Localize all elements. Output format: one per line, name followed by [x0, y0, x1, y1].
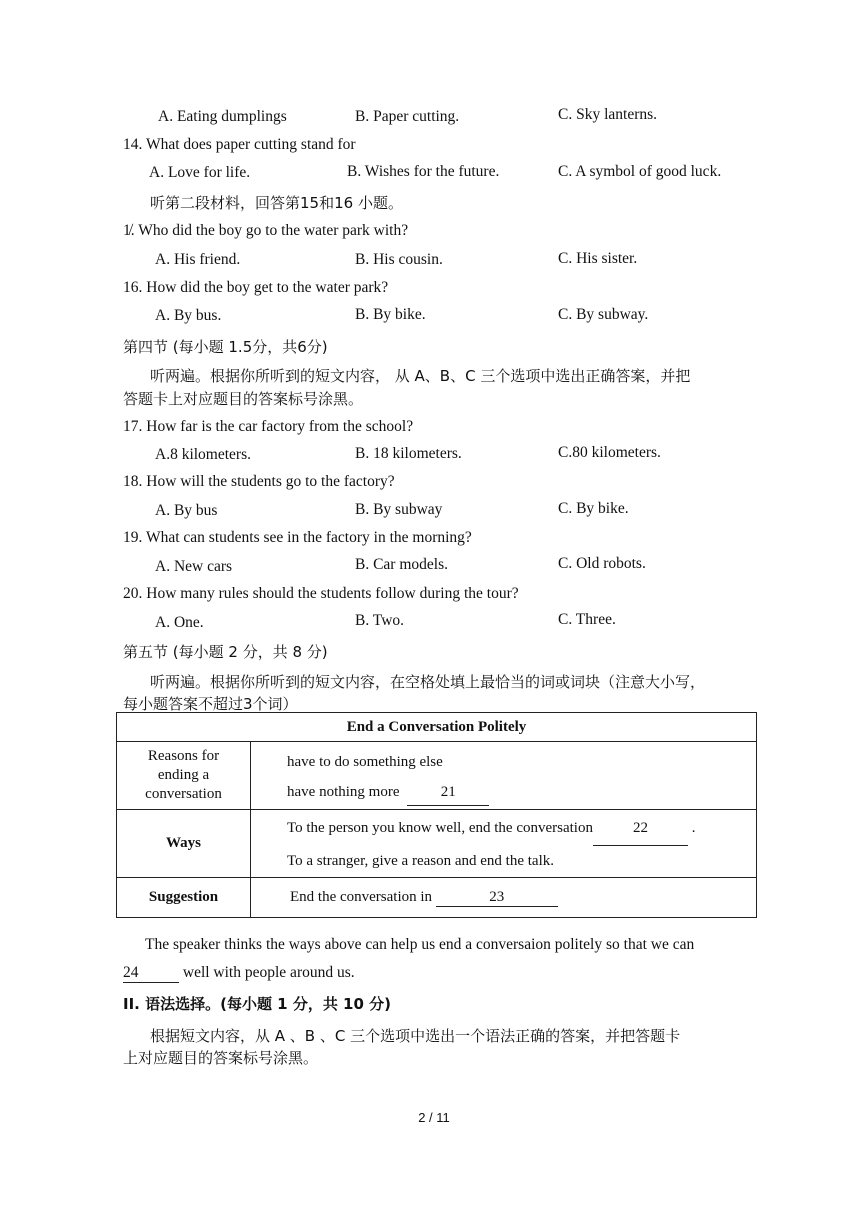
q20-stem: 20. How many rules should the students follow during the tour? — [123, 585, 519, 602]
ways-line-1: To the person you know well, end the conversation 22 . — [287, 811, 756, 846]
q15-option-a: A. His friend. — [155, 251, 241, 268]
table-title: End a Conversation Politely — [117, 713, 757, 742]
row-label-ways: Ways — [117, 810, 251, 878]
part4-instruction-1: 听两遍。根据你所听到的短文内容， 从 A、B、C 三个选项中选出正确答案，并把 — [150, 367, 691, 385]
q14-option-c: C. A symbol of good luck. — [558, 163, 722, 180]
suggestion-text: End the conversation in — [290, 888, 433, 905]
q16-stem: 16. How did the boy get to the water park? — [123, 279, 389, 296]
summary-line-2 — [123, 964, 355, 983]
q16-option-b: B. By bike. — [355, 306, 426, 323]
row-label-reasons-text: Reasons for ending a conversation — [145, 748, 222, 802]
reason-line-1: have to do something else — [287, 754, 443, 770]
q13-option-a: A. Eating dumplings — [158, 108, 287, 125]
q17-option-c: C.80 kilometers. — [558, 444, 661, 461]
q14-option-a: A. Love for life. — [149, 164, 251, 181]
part5-instruction-2: 每小题答案不超过3个词） — [123, 695, 298, 713]
part4-heading: 第四节 (每小题 1.5分，共6分) — [123, 338, 328, 356]
q17-stem: 17. How far is the car factory from the school? — [123, 418, 414, 435]
blank-23: 23 — [436, 889, 558, 907]
grammar-instruction-2: 上对应题目的答案标号涂黑。 — [123, 1049, 319, 1067]
part4-instruction-2: 答题卡上对应题目的答案标号涂黑。 — [123, 390, 364, 408]
q15-option-c: C. His sister. — [558, 250, 638, 267]
q14-option-b: B. Wishes for the future. — [347, 163, 500, 180]
row-label-reasons — [117, 742, 251, 810]
q17-option-b: B. 18 kilometers. — [355, 445, 462, 462]
summary-line-1: The speaker thinks the ways above can help us end a conversaion politely so that we can — [145, 936, 695, 953]
q13-option-c: C. Sky lanterns. — [558, 106, 658, 123]
part5-instruction-1: 听两遍。根据你所听到的短文内容，在空格处填上最恰当的词或词块（注意大小写， — [150, 673, 706, 691]
row-content-reasons — [251, 742, 757, 810]
q13-option-b: B. Paper cutting. — [355, 108, 460, 125]
grammar-instruction-1: 根据短文内容，从 A 、B 、C 三个选项中选出一个语法正确的答案，并把答题卡 — [150, 1027, 681, 1045]
q18-stem: 18. How will the students go to the factory? — [123, 473, 395, 490]
row-label-suggestion: Suggestion — [117, 878, 251, 918]
q16-option-c: C. By subway. — [558, 306, 649, 323]
q17-option-a: A.8 kilometers. — [155, 446, 251, 463]
part5-heading: 第五节 (每小题 2 分，共 8 分) — [123, 643, 328, 661]
ways-line-2: To a stranger, give a reason and end the talk. — [287, 853, 554, 869]
q18-option-a: A. By bus — [155, 502, 218, 519]
blank-21: 21 — [407, 779, 489, 806]
q15-option-b: B. His cousin. — [355, 251, 443, 268]
grammar-heading: II. 语法选择。(每小题 1 分，共 10 分) — [123, 995, 391, 1013]
row-content-ways — [251, 810, 757, 878]
q18-option-c: C. By bike. — [558, 500, 629, 517]
q20-option-b: B. Two. — [355, 612, 405, 629]
page-number: 2 / 11 — [418, 1110, 450, 1125]
q19-option-a: A. New cars — [155, 558, 233, 575]
ways-line-1-text: To the person you know well, end the conversation — [287, 820, 593, 836]
q16-option-a: A. By bus. — [155, 307, 222, 324]
blank-22: 22 — [593, 811, 688, 846]
row-content-suggestion — [251, 878, 757, 918]
q19-option-c: C. Old robots. — [558, 555, 646, 572]
conversation-table — [116, 712, 757, 918]
q20-option-a: A. One. — [155, 614, 204, 631]
q14-stem: 14. What does paper cutting stand for — [123, 136, 356, 153]
blank-24: 24 — [123, 964, 179, 983]
summary-line-2-text: well with people around us. — [182, 964, 355, 981]
reason-line-2-text: have nothing more — [287, 784, 400, 800]
reason-line-2 — [287, 779, 756, 806]
q18-option-b: B. By subway — [355, 501, 443, 518]
q19-option-b: B. Car models. — [355, 556, 448, 573]
section2-instruction: 听第二段材料，回答第15和16 小题。 — [150, 194, 403, 212]
q19-stem: 19. What can students see in the factory in the morning? — [123, 529, 472, 546]
q15-stem: 1̸. Who did the boy go to the water park with? — [123, 222, 409, 239]
q20-option-c: C. Three. — [558, 611, 616, 628]
